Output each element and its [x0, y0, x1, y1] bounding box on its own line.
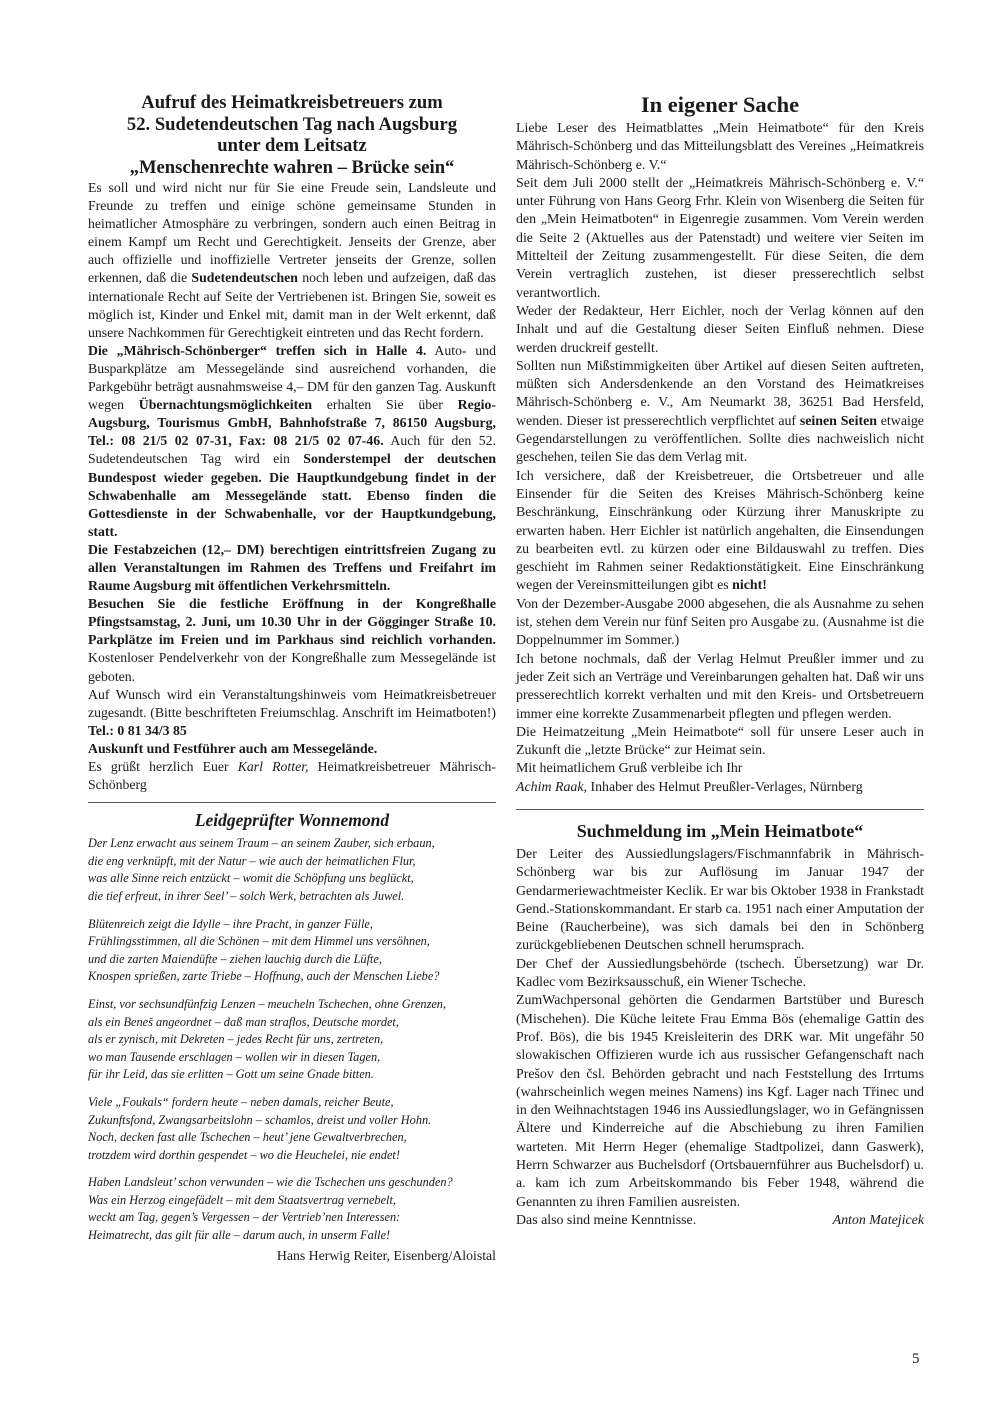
bold-text: nicht!: [732, 578, 767, 594]
poem-line: Heimatrecht, das gilt für alle – darum auch, in unserm Falle!: [88, 1228, 391, 1243]
text: noch leben und aufzeigen, daß das internationale Recht auf Seite der Vertriebenen ist. Bringen Sie, soweit es möglich ist, Kinder und Enkel mit, damit man in der Welt erkennt, daß unsere Nachkommen für Gerechtigkeit eintreten und das Recht fordern.: [88, 270, 497, 340]
appeal-heading-line: „Menschenrechte wahren – Brücke sein“: [129, 156, 455, 178]
editorial-signature: [516, 779, 924, 797]
appeal-paragraph: [88, 179, 496, 342]
text: Auto- und Busparkplätze am Messegelände sind ausreichend vorhanden, die Parkgebühr beträgt ausnahmsweise 4,– DM für den ganzen Tag. Auskunft wegen: [88, 342, 496, 413]
poem-stanza: [88, 1174, 496, 1244]
bold-text: Besuchen Sie die festliche Eröffnung in der Kongreßhalle Pfingstsamstag, 2. Juni, um 10.30 Uhr in der Gögginger Straße 10. Parkplätze im Freien und im Parkhaus sind reichlich vorhanden.: [88, 596, 496, 648]
poem-line: trotzdem wird dorthin gespendet – wo die Heuchelei, nie endet!: [88, 1147, 400, 1162]
search-author: Anton Matejicek: [832, 1212, 924, 1228]
bold-text: Die Festabzeichen (12,– DM) berechtigen eintrittsfreien Zugang zu allen Veranstaltungen im Rahmen des Treffens und Freifahrt im Raume Augsburg mit öffentlichen Verkehrsmitteln.: [88, 541, 496, 594]
right-column: [516, 92, 924, 1230]
search-paragraph: Der Leiter des Aussiedlungslagers/Fischmannfabrik in Mährisch-Schönberg war bis zur Auflösung im Januar 1947 der Gendarmeriewachtmeister Keclik. Er war bis Oktober 1938 in Frankstadt Gend.-Stationskommandant. Er starb ca. 1951 nach einer Amputation der Beine (Raucherbeine), was sich damals bei den in Schönberg zurückgebliebenen Deutschen schnell herumsprach.: [516, 846, 924, 954]
bold-text: Übernachtungsmöglichkeiten: [138, 397, 313, 413]
divider: [516, 809, 924, 810]
poem-body: [88, 835, 496, 1244]
signature-name: Karl Rotter,: [237, 759, 309, 774]
poem-title: Leidgeprüfter Wonnemond: [194, 810, 390, 831]
search-heading: Suchmeldung im „Mein Heimatbote“: [576, 820, 864, 841]
text: Das also sind meine Kenntnisse.: [516, 1212, 697, 1228]
appeal-heading: [88, 92, 496, 178]
signature-name: Achim Raak,: [516, 779, 587, 795]
poem-line: Was ein Herzog eingefädelt – mit dem Staatsvertrag vernebelt,: [88, 1192, 396, 1207]
search-paragraph: ZumWachpersonal gehörten die Gendarmen Bartstüber und Buresch (Mischehen). Die Küche leitete Frau Emma Bös (ehemalige Gattin des Prof. Bös), die bis 1945 Kreisleiterin des DRK war. Mit ungefähr 50 slowakischen Offizieren wurde ich aus russischer Gefangenschaft nach Prešov den čsl. Behörden gebracht und nach Feststellung des Irrtums (wahrscheinlich wegen meines Namens) ins Kgf. Lager nach Třinec und in den Weihnachtstagen 1946 ins Aussiedlungslager, wo in Gefängnissen Ältere und Kinderreiche auf die Abschiebung zu ihren Familien warteten. Mit Herrn Heger (ehemalige Stadtpolizei, dann Gaswerk), Herrn Schwarzer aus Buchelsdorf (Ortsbauernführer aus Buchelsdorf) u. a. kam ich zum Arbeitskommando bis Feber 1948, während die Genannten zu ihren Familien ausreisten.: [516, 993, 924, 1210]
text: Heimatkreisbetreuer Mährisch-Schönberg: [88, 759, 496, 793]
editorial-paragraph: [516, 358, 924, 468]
text: Auf Wunsch wird ein Veranstaltungshinweis vom Heimatkreisbetreuer zugesandt. (Bitte beschrifteten Freiumschlag. Anschrift im Heimatboten!): [88, 686, 496, 720]
bold-text: seinen Seiten: [799, 413, 877, 429]
poem-stanza: [88, 996, 496, 1084]
editorial-paragraph: Mit heimatlichem Gruß verbleibe ich Ihr: [516, 761, 743, 777]
appeal-heading-line: unter dem Leitsatz: [217, 135, 367, 156]
appeal-body: [88, 179, 496, 794]
poem-line: Frühlingsstimmen, all die Schönen – mit dem Himmel uns versöhnen,: [88, 934, 430, 949]
text: Ich versichere, daß der Kreisbetreuer, die Ortsbetreuer und alle Einsender für die Seiten des Kreises Mährisch-Schönberg keine Beschränkung, Einschränkung oder Kürzung ihrer Manuskripte zu erwarten haben. Herr Eichler ist natürlich angehalten, die Einsendungen zu bearbeiten evtl. zu kürzen oder eine Bildauswahl zu treffen. Dies geschieht im Rahmen seiner Redaktionstätigkeit. Eine Einschränkung wegen der Vereinsmitteilungen gibt es: [516, 468, 924, 594]
editorial-paragraph: Liebe Leser des Heimatblattes „Mein Heimatbote“ für den Kreis Mährisch-Schönberg und das Mitteilungsblatt des Vereines „Heimatkreis Mährisch-Schönberg e. V.“: [516, 121, 924, 173]
poem-stanza: [88, 1094, 496, 1164]
divider: [88, 802, 496, 803]
poem-line: Einst, vor sechsundfünfzig Lenzen – meucheln Tschechen, ohne Grenzen,: [88, 996, 447, 1011]
text: etwaige Gegendarstellungen zu veröffentlichen. Sollte dies nachweislich nicht geschehen, teilen Sie das dem Verlag mit.: [516, 413, 924, 466]
page-number: 5: [912, 1351, 920, 1367]
search-body: [516, 846, 924, 1230]
poem-line: Der Lenz erwacht aus seinem Traum – an seinem Zauber, sich erbaun,: [88, 836, 435, 851]
poem-line: Blütenreich zeigt die Idylle – ihre Pracht, in ganzer Fülle,: [88, 916, 373, 931]
appeal-heading-line: 52. Sudetendeutschen Tag nach Augsburg: [126, 113, 458, 135]
appeal-paragraph: [88, 595, 496, 685]
appeal-paragraph: [88, 740, 496, 758]
poem-line: für ihr Leid, das sie erlitten – Gott um seine Gnade bitten.: [88, 1067, 374, 1082]
text: Kostenloser Pendelverkehr von der Kongreßhalle zum Messegelände ist geboten.: [88, 650, 496, 684]
poem-stanza: [88, 835, 496, 905]
search-closing: [516, 1212, 924, 1230]
editorial-paragraph: Ich betone nochmals, daß der Verlag Helmut Preußler immer und zu jeder Zeit sich an Verträge und Vereinbarungen gehalten hat. Daß wir uns presserechtlich korrekt verhalten und mit den Kreis- und Ortsbetreuern immer eine korrekte Zusammenarbeit pflegten und pflegen werden.: [516, 651, 924, 722]
appeal-heading-line: Aufruf des Heimatkreisbetreuers zum: [141, 92, 443, 113]
appeal-paragraph: [88, 686, 496, 740]
poem-line: als er zynisch, mit Dekreten – jedes Recht für uns, zertreten,: [88, 1032, 384, 1047]
editorial-paragraph: [516, 468, 924, 596]
text: Auch für den 52. Sudetendeutschen Tag wird ein: [88, 433, 496, 467]
bold-text: Die „Mährisch-Schönberger“ treffen sich in Halle 4.: [88, 342, 427, 358]
editorial-paragraph: Die Heimatzeitung „Mein Heimatbote“ soll für unsere Leser auch in Zukunft die „letzte Brücke“ zur Heimat sein.: [516, 724, 924, 759]
editorial-body: [516, 120, 924, 797]
editorial-paragraph: Von der Dezember-Ausgabe 2000 abgesehen, die als Ausnahme zu sehen ist, stehen dem Verein nur fünf Seiten pro Ausgabe zu. (Ausnahme ist die Doppelnummer im Sommer.): [516, 596, 924, 649]
poem-line: Zukunftsfond, Zwangsarbeitslohn – schamlos, dreist und voller Hohn.: [88, 1112, 432, 1127]
left-column: [88, 92, 496, 1265]
poem-line: Knospen sprießen, zarte Triebe – Hoffnung, auch der Menschen Liebe?: [88, 969, 440, 984]
bold-text: Auskunft und Festführer auch am Messegelände.: [88, 740, 378, 756]
search-paragraph: Der Chef der Aussiedlungsbehörde (tschech. Übersetzung) war Dr. Kadlec vom Bezirksausschuß, ein Wiener Tscheche.: [516, 956, 924, 991]
editorial-paragraph: Seit dem Juli 2000 stellt der „Heimatkreis Mährisch-Schönberg e. V.“ unter Führung von Hans Georg Frhr. Klein von Wisenberg die Seiten für den „Mein Heimatboten“ in Eigenregie zusammen. Vom Verein werden die Seite 2 (Aktuelles aus der Patenstadt) und weitere vier Seiten im Mittelteil der Zeitung zusammengestellt. Für diese Seiten, die dem Verein vertraglich zustehen, ist dieser presserechtlich selbst verantwortlich.: [516, 175, 924, 301]
poem-author: Hans Herwig Reiter, Eisenberg/Aloistal: [276, 1247, 496, 1263]
poem-line: die eng verknüpft, mit der Natur – wie auch der heimatlichen Flur,: [88, 853, 416, 868]
text: Sollten nun Mißstimmigkeiten über Artikel auf diesen Seiten auftreten, müßten sich Andersdenkende an den Vorstand des Heimatkreises Mährisch-Schönberg e. V., Am Neumarkt 38, 36251 Bad Hersfeld, wenden. Dieser ist presserechtlich verpflichtet auf: [516, 358, 924, 429]
appeal-signature: [88, 758, 496, 794]
text: Es soll und wird nicht nur für Sie eine Freude sein, Landsleute und Freunde zu treffen und einige schöne gemeinsame Stunden in heimatlicher Atmosphäre zu verbringen, sondern auch einen Beitrag in einem Kampf um Recht und Gerechtigkeit. Jenseits der Grenze, aber auch offizielle und inoffizielle Vertreter jenseits der Grenze, sollen erkennen, daß die: [88, 180, 496, 286]
poem-line: Viele „Foukals“ fordern heute – neben damals, reicher Beute,: [88, 1094, 394, 1109]
appeal-paragraph: [88, 541, 496, 595]
text: Inhaber des Helmut Preußler-Verlages, Nürnberg: [590, 779, 863, 795]
poem-line: weckt am Tag, gegen’s Vergessen – der Vertrieb’nen Interessen:: [88, 1210, 401, 1225]
bold-text: Sonderstempel der deutschen Bundespost wieder gegeben. Die Hauptkundgebung findet in der Schwabenhalle am Messegelände statt. Ebenso finden die Gottesdienste in der Schwabenhalle, vor der Hauptkundgebung, statt.: [88, 451, 496, 539]
poem-stanza: [88, 916, 496, 986]
poem-line: Noch, decken fast alle Tschechen – heut’ jene Gewaltverbrechen,: [88, 1130, 407, 1145]
editorial-heading: In eigener Sache: [640, 92, 800, 117]
poem-line: wo man Tausende erschlagen – wollen wir in diesen Tagen,: [88, 1049, 381, 1064]
bold-text: Regio-Augsburg, Tourismus GmbH, Bahnhofstraße 7, 86150 Augsburg, Tel.: 08 21/5 02 07-31, Fax: 08 21/5 02 07-46.: [88, 397, 496, 449]
editorial-paragraph: Weder der Redakteur, Herr Eichler, noch der Verlag können auf den Inhalt und auf die Gestaltung dieser Seiten Einfluß nehmen. Diese werden druckreif gestellt.: [516, 303, 924, 356]
poem-line: Haben Landsleut’ schon verwunden – wie die Tschechen uns geschunden?: [88, 1175, 453, 1190]
text: erhalten Sie über: [326, 397, 443, 413]
appeal-paragraph: [88, 342, 496, 541]
poem-line: die tief erfreut, in ihrer Seel’ – solch Werk, betrachten als Juwel.: [88, 888, 405, 903]
poem-line: und die zarten Maiendüfte – ziehen lauchig durch die Lüfte,: [88, 951, 382, 966]
poem-line: als ein Beneš angeordnet – daß man straflos, Deutsche mordet,: [88, 1014, 399, 1029]
text: Es grüßt herzlich Euer: [88, 759, 229, 774]
bold-text: Sudetendeutschen: [191, 270, 298, 286]
bold-text: Tel.: 0 81 34/3 85: [88, 722, 187, 738]
poem-line: was alle Sinne reich entzückt – womit die Schöpfung uns beglückt,: [88, 871, 414, 886]
